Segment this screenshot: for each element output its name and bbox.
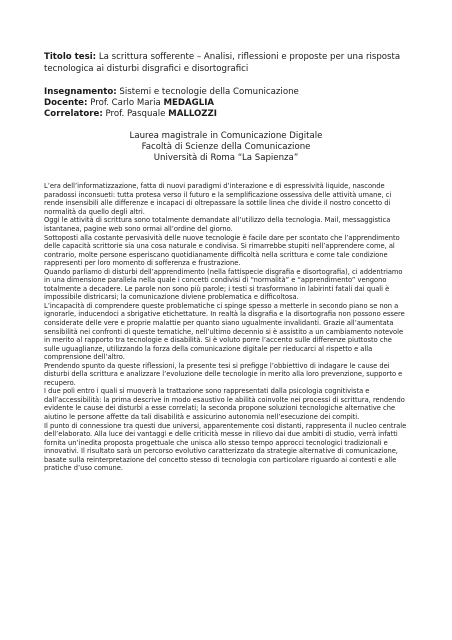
abstract-body bbox=[44, 182, 408, 473]
teaching-value: Sistemi e tecnologie della Comunicazione bbox=[119, 87, 299, 97]
lecturer-surname: MEDAGLIA bbox=[163, 98, 215, 109]
university-block bbox=[44, 131, 408, 165]
degree-name: Laurea magistrale in Comunicazione Digitale bbox=[129, 130, 323, 141]
coadvisor-prefix: Prof. Pasquale bbox=[105, 109, 166, 120]
paragraph: Quando parliamo di disturbi dell’apprendimento (nella fattispecie disgrafia e disortografia), ci addentriamo in una dimensione parallela nella quale i concetti condivisi di “normalità” e “apprendimento” vengono totalmente a decadere. Le parole non sono più parole; i testi si trasformano in labirinti fatali dai quali è impossibile districarsi; la comunicazione diviene problematica e difficoltosa. bbox=[44, 267, 403, 302]
thesis-title-text: La scrittura sofferente – Analisi, riflessioni e proposte per una risposta tecnologica ai disturbi disgrafici e disortografici bbox=[44, 52, 401, 74]
coadvisor-row bbox=[44, 109, 408, 120]
paragraph: L’incapacità di comprendere queste problematiche ci spinge spesso a metterle in secondo piano se non a ignorarle, inducendoci a sbrigative etichettature. In realtà la disgrafia e la disortografia non possono essere considerate delle vere e proprie malattie per quanto siano ugualmente invalidanti. Grazie all’aumentata sensibilità nei confronti di queste tematiche, nell’ultimo decennio si è assistito a un cambiamento notevole in merito al rapporto tra tecnologie e disabilità. Si è voluto porre l’accento sulle differenze piuttosto che sulle uguaglianze, utilizzando la forza della comunicazione digitale per rieducarci al rispetto e alla comprensione dell’altro. bbox=[44, 301, 405, 362]
paragraph: Sottoposti alla costante pervasività delle nuove tecnologie è facile dare per scontato che l’apprendimento delle capacità scrittorie sia una cosa naturale e condivisa. Si rimarrebbe stupiti nell’apprendere come, al contrario, molte persone esperiscano quotidianamente difficoltà nella scrittura e come tale condizione rappresenti per loro momento di sofferenza e frustrazione. bbox=[44, 233, 400, 268]
paragraph: L’era dell’informatizzazione, fatta di nuovi paradigmi d’interazione e di espressività liquide, nasconde paradossi inconsueti: tutta protesa verso il futuro e la semplificazione ossessiva delle attività umane, ci rende insensibili alle differenze e incapaci di oltrepassare la sottile linea che divide il nostro concetto di normalità da quello degli altri. bbox=[44, 182, 392, 216]
lecturer-row bbox=[44, 98, 408, 109]
university-name: Università di Roma “La Sapienza” bbox=[153, 153, 299, 164]
paragraph: Il punto di connessione tra questi due universi, apparentemente così distanti, rappresenta il nucleo centrale dell’elaborato. Alla luce dei vantaggi e delle criticità messe in rilievo dai due ambiti di studio, verrà infatti fornita un’inedita proposta progettuale che unisca allo stesso tempo approcci tecnologici tradizionali e innovativi. Il risultato sarà un percorso evolutivo caratterizzato da strategie alternative di comunicazione, basate sulla reinterpretazione del concetto stesso di tecnologia con particolare riguardo ai contesti e alle pratiche d’uso comune. bbox=[44, 421, 407, 473]
faculty-name: Facoltà di Scienze della Comunicazione bbox=[141, 141, 311, 152]
coadvisor-label: Correlatore: bbox=[44, 109, 103, 120]
thesis-title-label: Titolo tesi: bbox=[44, 52, 97, 62]
coadvisor-surname: MALLOZZI bbox=[168, 109, 217, 120]
paragraph: Prendendo spunto da queste riflessioni, la presente tesi si prefigge l’obbiettivo di indagare le cause dei disturbi della scrittura e analizzare l’evoluzione delle tecnologie in merito alla loro prevenzione, supporto e recupero. bbox=[44, 361, 403, 387]
paragraph: I due poli entro i quali si muoverà la trattazione sono rappresentati dalla psicologia cognitivista e dall’accessibilità: la prima descrive in modo esaustivo le abilità coinvolte nei processi di scrittura, rendendo evidente le cause dei disturbi a esse correlati; la seconda propone soluzioni tecnologiche alternative che aiutino le persone affette da tali disabilità e assicurino autonomia nell’esecuzione dei compiti. bbox=[44, 387, 405, 421]
teaching-row bbox=[44, 87, 408, 98]
teaching-label: Insegnamento: bbox=[44, 87, 117, 97]
lecturer-prefix: Prof. Carlo Maria bbox=[90, 98, 161, 109]
thesis-meta bbox=[44, 87, 408, 121]
lecturer-label: Docente: bbox=[44, 98, 88, 109]
thesis-title bbox=[44, 52, 408, 75]
paragraph: Oggi le attività di scrittura sono totalmente demandate all’utilizzo della tecnologia. Mail, messaggistica istantanea, pagine web sono ormai all’ordine del giorno. bbox=[44, 216, 391, 233]
